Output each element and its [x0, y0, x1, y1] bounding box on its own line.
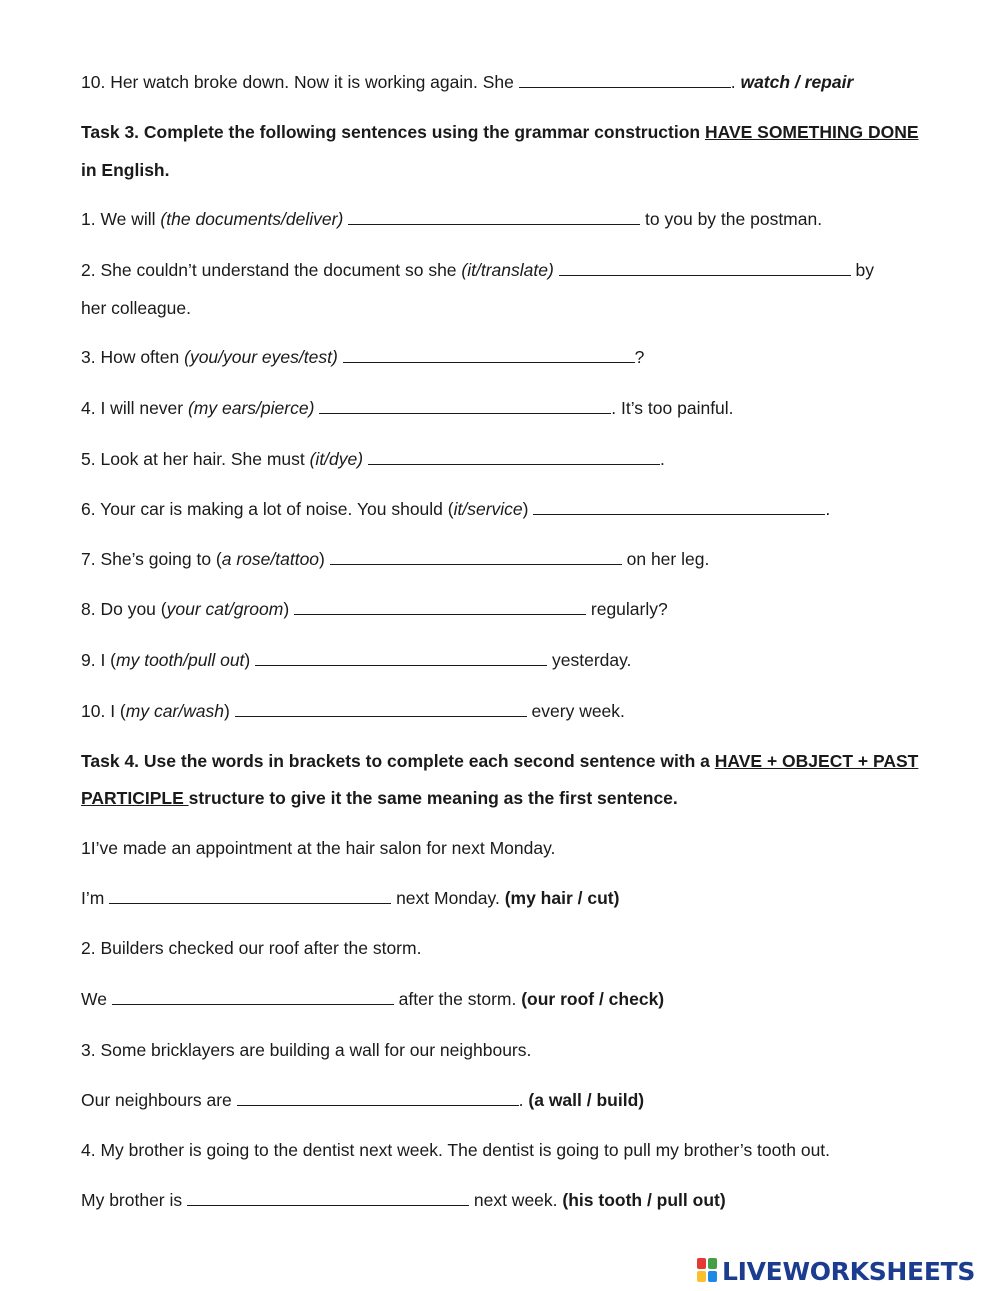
task3-item-5: 5. Look at her hair. She must (it/dye) .	[81, 449, 665, 469]
logo-square-2	[708, 1258, 717, 1269]
logo-square-4	[708, 1271, 717, 1282]
answer-blank[interactable]	[187, 1190, 469, 1206]
task4-sentence-4: 4. My brother is going to the dentist next week. The dentist is going to pull my brother’s tooth out.	[81, 1140, 831, 1160]
logo-square-3	[697, 1271, 706, 1282]
logo-text: LIVEWORKSHEETS	[722, 1256, 976, 1286]
task3-item-4: 4. I will never (my ears/pierce) . It’s too painful.	[81, 398, 734, 418]
logo-square-1	[697, 1258, 706, 1269]
task4-sentence-2: 2. Builders checked our roof after the storm.	[81, 938, 422, 958]
task3-item-9: 9. I (my tooth/pull out) yesterday.	[81, 650, 632, 670]
task3-title: Task 3. Complete the following sentences using the grammar construction HAVE SOMETHING DONE	[81, 122, 919, 142]
task4-answer-2: We after the storm. (our roof / check)	[81, 989, 665, 1009]
task4-title-cont: PARTICIPLE structure to give it the same meaning as the first sentence.	[81, 788, 678, 808]
task3-item-2-cont: her colleague.	[81, 298, 191, 318]
answer-blank[interactable]	[109, 888, 391, 904]
answer-blank[interactable]	[348, 209, 640, 225]
task3-item-10: 10. I (my car/wash) every week.	[81, 701, 625, 721]
task3-item-7: 7. She’s going to (a rose/tattoo) on her leg.	[81, 549, 710, 569]
task4-answer-3: Our neighbours are . (a wall / build)	[81, 1090, 645, 1110]
answer-blank[interactable]	[368, 449, 660, 465]
answer-blank[interactable]	[235, 701, 527, 717]
task3-item-1: 1. We will (the documents/deliver) to you by the postman.	[81, 209, 823, 229]
liveworksheets-logo	[697, 1256, 975, 1286]
task3-item-2: 2. She couldn’t understand the document so she (it/translate) by	[81, 260, 875, 280]
previous-question-10: 10. Her watch broke down. Now it is working again. She . watch / repair	[81, 72, 854, 92]
answer-blank[interactable]	[255, 650, 547, 666]
task4-answer-1: I’m next Monday. (my hair / cut)	[81, 888, 620, 908]
task3-item-6: 6. Your car is making a lot of noise. You should (it/service) .	[81, 499, 831, 519]
task4-title: Task 4. Use the words in brackets to complete each second sentence with a HAVE + OBJECT + PAST	[81, 751, 919, 771]
answer-blank[interactable]	[294, 599, 586, 615]
answer-blank[interactable]	[519, 72, 731, 88]
answer-blank[interactable]	[112, 989, 394, 1005]
task3-item-3: 3. How often (you/your eyes/test) ?	[81, 347, 645, 367]
task4-answer-4: My brother is next week. (his tooth / pull out)	[81, 1190, 726, 1210]
task3-title-cont: in English.	[81, 160, 170, 180]
logo-mark-icon	[697, 1258, 719, 1284]
task3-item-8: 8. Do you (your cat/groom) regularly?	[81, 599, 668, 619]
answer-blank[interactable]	[343, 347, 635, 363]
answer-blank[interactable]	[533, 499, 825, 515]
task4-sentence-3: 3. Some bricklayers are building a wall for our neighbours.	[81, 1040, 532, 1060]
answer-blank[interactable]	[559, 260, 851, 276]
hint: watch / repair	[740, 72, 854, 92]
task4-sentence-1: 1I’ve made an appointment at the hair salon for next Monday.	[81, 838, 556, 858]
answer-blank[interactable]	[330, 549, 622, 565]
answer-blank[interactable]	[319, 398, 611, 414]
answer-blank[interactable]	[237, 1090, 519, 1106]
